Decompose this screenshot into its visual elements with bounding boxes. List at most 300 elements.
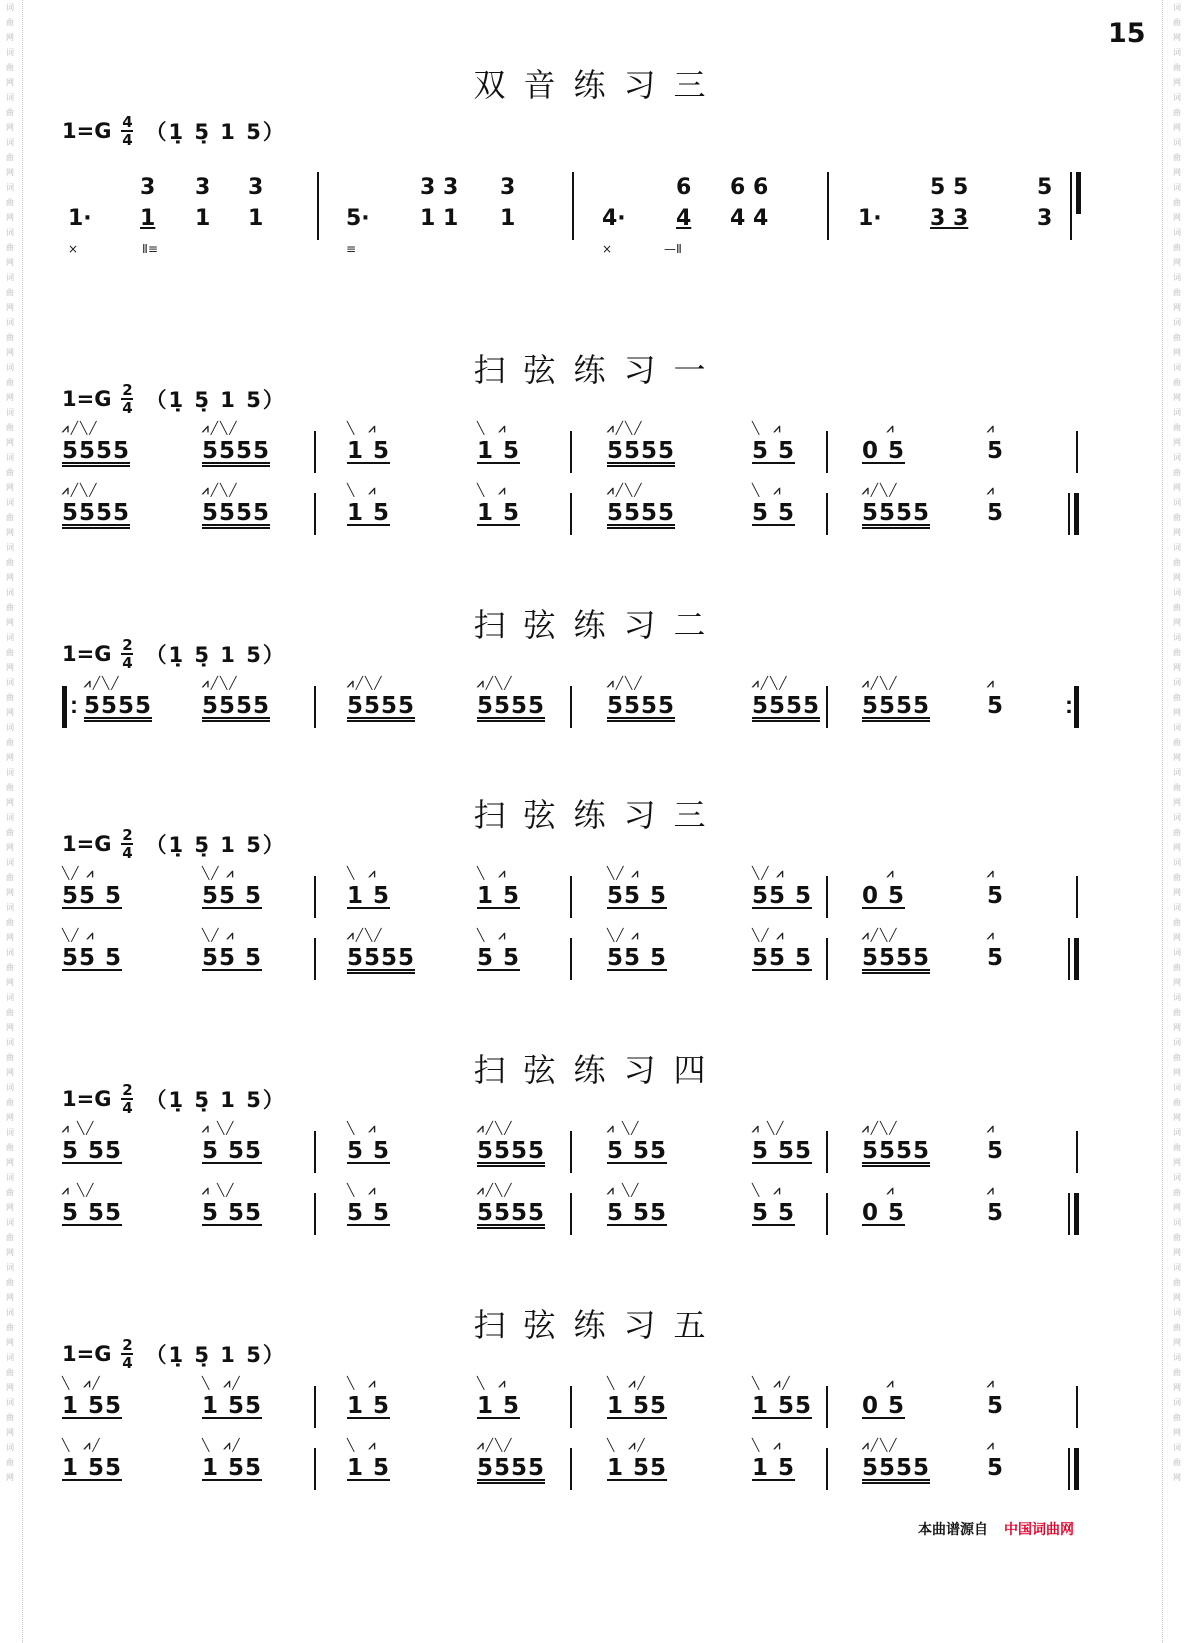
lower-note: 4 4 [730, 206, 769, 231]
staff-row [62, 1440, 1137, 1490]
watermark-char: 曲 [6, 1413, 14, 1422]
strum-mark: ⩘ ╲╱ [62, 1121, 96, 1135]
note-group: 55 5 [607, 883, 668, 909]
intro-notes: （1̣ 5̣ 1 5） [145, 120, 286, 144]
bar-line [314, 1386, 316, 1428]
watermark-char: 网 [1173, 303, 1181, 312]
strum-mark: ⩘ [987, 1438, 996, 1452]
watermark-char: 词 [1173, 723, 1181, 732]
note-group: 5555 [477, 1138, 546, 1164]
key-label: 1=G [62, 1342, 112, 1366]
watermark-char: 曲 [6, 243, 14, 252]
watermark-char: 词 [6, 948, 14, 957]
note-group: 5 5 [752, 438, 796, 464]
note-group: 1 55 [202, 1455, 263, 1481]
strum-mark: ╲╱ ⩘ [752, 928, 786, 942]
watermark-char: 曲 [6, 963, 14, 972]
watermark-char: 词 [1173, 318, 1181, 327]
lower-note: 3 [1037, 206, 1053, 231]
note-group: 55 5 [607, 945, 668, 971]
watermark-char: 曲 [1173, 783, 1181, 792]
strum-mark: ╲╱ ⩘ [202, 928, 236, 942]
watermark-char: 网 [6, 168, 14, 177]
upper-note: 3 3 [420, 175, 459, 200]
time-top: 2 [122, 826, 133, 844]
watermark-char: 曲 [1173, 1413, 1181, 1422]
strum-mark: ╲ ⩘ [347, 1183, 378, 1197]
strum-mark: ╲ ⩘ [477, 866, 508, 880]
watermark-char: 网 [1173, 258, 1181, 267]
fingering-mark: × [602, 242, 613, 256]
final-bar-line [1068, 938, 1080, 980]
watermark-char: 网 [6, 1473, 14, 1482]
strum-mark: ⩘ [987, 866, 996, 880]
watermark-char: 曲 [1173, 378, 1181, 387]
watermark-char: 网 [1173, 348, 1181, 357]
watermark-char: 曲 [6, 1053, 14, 1062]
strum-mark: ╲ ⩘ [477, 421, 508, 435]
bar-line [314, 431, 316, 473]
lower-note: 1 [500, 206, 516, 231]
strum-mark: ⩘ ╲╱ [202, 1183, 236, 1197]
strum-mark: ╲ ⩘ [347, 483, 378, 497]
watermark-char: 网 [6, 753, 14, 762]
bar-line [1076, 431, 1078, 473]
strum-mark: ⩘╱╲╱ [862, 1438, 899, 1452]
watermark-char: 词 [1173, 498, 1181, 507]
key-label: 1=G [62, 1087, 112, 1111]
note-group: 1 5 [477, 1393, 521, 1419]
bar-line [314, 686, 316, 728]
watermark-char: 网 [1173, 573, 1181, 582]
watermark-char: 曲 [6, 333, 14, 342]
strum-mark: ╲ ⩘╱ [607, 1438, 647, 1452]
watermark-char: 网 [1173, 213, 1181, 222]
watermark-char: 词 [6, 1038, 14, 1047]
bar-line [826, 493, 828, 535]
strum-mark: ╲ ⩘╱ [62, 1438, 102, 1452]
note-group: 5 5 [752, 500, 796, 526]
note-group: 5 [987, 438, 1005, 464]
note-group: 5 55 [202, 1200, 263, 1226]
strum-mark: ⩘ [862, 866, 896, 880]
watermark-char: 词 [6, 1218, 14, 1227]
watermark-char: 曲 [6, 693, 14, 702]
watermark-char: 词 [1173, 1398, 1181, 1407]
strum-mark: ╲╱ ⩘ [752, 866, 786, 880]
watermark-char: 曲 [1173, 243, 1181, 252]
watermark-char: 词 [1173, 768, 1181, 777]
watermark-char: 网 [1173, 78, 1181, 87]
watermark-char: 词 [1173, 1308, 1181, 1317]
strum-mark: ⩘╱╲╱ [62, 483, 99, 497]
watermark-char: 网 [6, 1068, 14, 1077]
watermark-char: 曲 [6, 63, 14, 72]
note-group: 5 55 [607, 1138, 668, 1164]
bar-line [314, 493, 316, 535]
watermark-char: 曲 [1173, 1278, 1181, 1287]
watermark-char: 网 [6, 528, 14, 537]
watermark-char: 词 [6, 408, 14, 417]
watermark-char: 网 [6, 1113, 14, 1122]
time-signature [121, 828, 133, 860]
watermark-char: 网 [6, 348, 14, 357]
key-signature [62, 383, 286, 415]
upper-note: 6 [676, 175, 692, 200]
watermark-char: 词 [6, 363, 14, 372]
note-group: 1 5 [347, 1393, 391, 1419]
watermark-char: 词 [6, 1263, 14, 1272]
watermark-char: 网 [6, 708, 14, 717]
watermark-char: 词 [1173, 1128, 1181, 1137]
strum-mark: ╲ ⩘ [347, 1376, 378, 1390]
watermark-char: 曲 [1173, 1008, 1181, 1017]
strum-mark: ⩘╱╲╱ [862, 483, 899, 497]
strum-mark: ⩘╱╲╱ [862, 928, 899, 942]
note-group: 1 55 [607, 1393, 668, 1419]
note-group: 1 5 [347, 438, 391, 464]
page-number: 15 [1108, 18, 1146, 49]
watermark-char: 网 [6, 1203, 14, 1212]
watermark-char: 曲 [1173, 198, 1181, 207]
watermark-char: 词 [6, 453, 14, 462]
watermark-char: 词 [1173, 903, 1181, 912]
bar-line [826, 686, 828, 728]
strum-mark: ╲╱ ⩘ [62, 866, 96, 880]
note-group: 1 55 [62, 1393, 123, 1419]
note-group: 55 5 [752, 945, 813, 971]
watermark-char: 网 [6, 258, 14, 267]
final-bar-line [1068, 493, 1080, 535]
watermark-char: 词 [1173, 1443, 1181, 1452]
watermark-char: 网 [6, 33, 14, 42]
intro-notes: （1̣ 5̣ 1 5） [145, 388, 286, 412]
watermark-char: 网 [6, 1248, 14, 1257]
strum-mark: ⩘ ╲╱ [607, 1183, 641, 1197]
watermark-char: 网 [6, 663, 14, 672]
strum-mark: ╲╱ ⩘ [607, 866, 641, 880]
watermark-char: 曲 [1173, 1323, 1181, 1332]
footer-source-label: 本曲谱源自 [918, 1522, 988, 1538]
watermark-char: 词 [1173, 543, 1181, 552]
strum-mark: ╲ ⩘╱ [752, 1376, 792, 1390]
watermark-char: 曲 [1173, 603, 1181, 612]
watermark-char: 网 [6, 1338, 14, 1347]
watermark-char: 网 [1173, 1248, 1181, 1257]
staff-row [62, 485, 1137, 535]
watermark-char: 曲 [6, 288, 14, 297]
bar-line [826, 1386, 828, 1428]
watermark-char: 曲 [1173, 1458, 1181, 1467]
watermark-char: 曲 [6, 918, 14, 927]
watermark-char: 网 [1173, 1158, 1181, 1167]
watermark-char: 曲 [6, 1278, 14, 1287]
strum-mark: ╲╱ ⩘ [607, 928, 641, 942]
watermark-char: 曲 [1173, 1368, 1181, 1377]
watermark-char: 曲 [6, 648, 14, 657]
note-group: 55 5 [202, 945, 263, 971]
fingering-mark: Ⅱ≡ [142, 242, 158, 256]
watermark-char: 词 [6, 768, 14, 777]
note-group: 55 5 [62, 883, 123, 909]
strum-mark: ⩘ ╲╱ [752, 1121, 786, 1135]
time-bottom: 4 [122, 1099, 133, 1117]
note-group: 5 55 [62, 1200, 123, 1226]
strum-mark: ⩘╱╲╱ [477, 676, 514, 690]
bar-line [314, 1131, 316, 1173]
watermark-char: 网 [1173, 123, 1181, 132]
watermark-char: 曲 [1173, 873, 1181, 882]
strum-mark: ⩘╱╲╱ [202, 676, 239, 690]
note-group: 5555 [607, 693, 676, 719]
watermark-char: 网 [1173, 528, 1181, 537]
note-group: 55 5 [202, 883, 263, 909]
watermark-char: 词 [6, 633, 14, 642]
watermark-char: 网 [6, 1428, 14, 1437]
note-group: 5555 [862, 945, 931, 971]
bar-line [570, 1131, 572, 1173]
watermark-char: 网 [1173, 33, 1181, 42]
strum-mark: ╲ ⩘ [347, 866, 378, 880]
watermark-char: 词 [6, 498, 14, 507]
section-title: 扫弦练习一 [473, 351, 724, 389]
watermark-char: 词 [1173, 408, 1181, 417]
watermark-char: 词 [1173, 813, 1181, 822]
watermark-char: 曲 [6, 603, 14, 612]
note-group: 5555 [347, 693, 416, 719]
note-group: 5555 [477, 693, 546, 719]
watermark-char: 词 [6, 1173, 14, 1182]
time-signature [121, 1338, 133, 1370]
note-group: 1 5 [752, 1455, 796, 1481]
staff-row [62, 1185, 1137, 1235]
strum-mark: ╲ ⩘ [477, 483, 508, 497]
watermark-char: 词 [6, 138, 14, 147]
bar-line [570, 876, 572, 918]
watermark-char: 曲 [1173, 1233, 1181, 1242]
upper-note: 3 [248, 175, 264, 200]
note-group: 1 5 [477, 883, 521, 909]
watermark-char: 词 [1173, 228, 1181, 237]
watermark-char: 词 [1173, 588, 1181, 597]
strum-mark: ╲ ⩘ [752, 483, 783, 497]
watermark-char: 曲 [6, 828, 14, 837]
time-signature [121, 115, 133, 147]
staff-row [62, 423, 1137, 473]
watermark-char: 词 [1173, 363, 1181, 372]
watermark-char: 网 [1173, 1203, 1181, 1212]
watermark-char: 词 [6, 1353, 14, 1362]
key-signature [62, 1338, 286, 1370]
watermark-char: 曲 [6, 513, 14, 522]
lower-note: 1· [858, 206, 882, 231]
note-group: 5555 [202, 500, 271, 526]
watermark-char: 词 [1173, 48, 1181, 57]
watermark-char: 网 [6, 303, 14, 312]
section-title: 双音练习三 [473, 66, 724, 104]
strum-mark: ⩘╱╲╱ [607, 421, 644, 435]
watermark-char: 曲 [6, 468, 14, 477]
time-signature [121, 383, 133, 415]
note-group: 5555 [347, 945, 416, 971]
bar-line [314, 1448, 316, 1490]
bar-line [570, 1448, 572, 1490]
watermark-char: 网 [1173, 438, 1181, 447]
note-group: 1 55 [607, 1455, 668, 1481]
staff-row [62, 1378, 1137, 1428]
strum-mark: ⩘ [987, 1376, 996, 1390]
key-label: 1=G [62, 832, 112, 856]
watermark-char: 词 [6, 1308, 14, 1317]
fingering-mark: × [68, 242, 79, 256]
note-group: 5555 [862, 1455, 931, 1481]
section-title: 扫弦练习三 [473, 796, 724, 834]
watermark-char: 曲 [6, 1233, 14, 1242]
watermark-char: 词 [1173, 273, 1181, 282]
watermark-char: 网 [1173, 708, 1181, 717]
watermark-char: 网 [6, 438, 14, 447]
strum-mark: ╲ ⩘ [752, 1438, 783, 1452]
intro-notes: （1̣ 5̣ 1 5） [145, 643, 286, 667]
watermark-char: 词 [6, 993, 14, 1002]
strum-mark: ⩘ ╲╱ [607, 1121, 641, 1135]
double-stop-row [62, 170, 1137, 260]
note-group: 5 55 [202, 1138, 263, 1164]
watermark-char: 曲 [1173, 153, 1181, 162]
time-top: 4 [122, 113, 133, 131]
note-group: 0 5 [862, 1393, 906, 1419]
watermark-char: 词 [1173, 1353, 1181, 1362]
note-group: 0 5 [862, 438, 906, 464]
intro-notes: （1̣ 5̣ 1 5） [145, 833, 286, 857]
bar-line [826, 1131, 828, 1173]
note-group: 5555 [62, 500, 131, 526]
watermark-char: 词 [6, 48, 14, 57]
fingering-mark: —Ⅱ [664, 242, 682, 256]
strum-mark: ⩘╱╲╱ [347, 928, 384, 942]
bar-line [314, 938, 316, 980]
watermark-char: 词 [6, 93, 14, 102]
watermark-char: 网 [6, 1383, 14, 1392]
note-group: 1 55 [62, 1455, 123, 1481]
watermark-char: 曲 [6, 1188, 14, 1197]
final-bar-line [1070, 172, 1082, 240]
watermark-char: 曲 [6, 1458, 14, 1467]
watermark-char: 网 [1173, 888, 1181, 897]
lower-note: 5· [346, 206, 370, 231]
watermark-char: 曲 [1173, 693, 1181, 702]
note-group: 1 55 [752, 1393, 813, 1419]
watermark-char: 词 [6, 318, 14, 327]
watermark-char: 网 [1173, 978, 1181, 987]
watermark-char: 曲 [6, 153, 14, 162]
watermark-char: 网 [1173, 393, 1181, 402]
time-signature [121, 1083, 133, 1115]
note-group: 5 [987, 945, 1005, 971]
note-group: 5555 [607, 500, 676, 526]
repeat-end-sign [1065, 686, 1079, 728]
watermark-char: 网 [6, 843, 14, 852]
upper-note: 3 [195, 175, 211, 200]
note-group: 5 [987, 693, 1005, 719]
watermark-char: 词 [6, 3, 14, 12]
upper-note: 5 [1037, 175, 1053, 200]
key-signature [62, 828, 286, 860]
watermark-char: 词 [6, 1443, 14, 1452]
strum-mark: ⩘ ╲╱ [62, 1183, 96, 1197]
strum-mark: ╲ ⩘ [347, 1121, 378, 1135]
watermark-char: 网 [1173, 1068, 1181, 1077]
watermark-char: 网 [6, 483, 14, 492]
watermark-char: 曲 [1173, 513, 1181, 522]
note-group: 5 [987, 1393, 1005, 1419]
watermark-char: 曲 [6, 1008, 14, 1017]
upper-note: 5 5 [930, 175, 969, 200]
watermark-char: 网 [1173, 1023, 1181, 1032]
watermark-char: 词 [6, 1398, 14, 1407]
upper-note: 3 [500, 175, 516, 200]
bar-line [570, 431, 572, 473]
watermark-char: 网 [1173, 1383, 1181, 1392]
strum-mark: ⩘ [862, 1183, 896, 1197]
intro-notes: （1̣ 5̣ 1 5） [145, 1088, 286, 1112]
bar-line [570, 938, 572, 980]
strum-mark: ⩘╱╲╱ [862, 1121, 899, 1135]
watermark-char: 网 [6, 933, 14, 942]
note-group: 5 55 [752, 1138, 813, 1164]
watermark-char: 网 [1173, 798, 1181, 807]
watermark-char: 曲 [1173, 333, 1181, 342]
bar-line [572, 172, 574, 240]
note-group: 5555 [477, 1455, 546, 1481]
bar-line [826, 876, 828, 918]
note-group: 5555 [862, 693, 931, 719]
time-top: 2 [122, 381, 133, 399]
staff-row [62, 868, 1137, 918]
strum-mark: ⩘╱╲╱ [477, 1121, 514, 1135]
watermark-char: 曲 [1173, 63, 1181, 72]
watermark-char: 词 [1173, 1083, 1181, 1092]
strum-mark: ⩘ ╲╱ [202, 1121, 236, 1135]
note-group: 5555 [62, 438, 131, 464]
bar-line [827, 172, 829, 240]
watermark-char: 网 [1173, 168, 1181, 177]
watermark-char: 词 [1173, 678, 1181, 687]
strum-mark: ╲ ⩘╱ [202, 1376, 242, 1390]
watermark-char: 词 [6, 183, 14, 192]
note-group: 5 55 [607, 1200, 668, 1226]
watermark-char: 曲 [6, 558, 14, 567]
note-group: 5 5 [477, 945, 521, 971]
watermark-char: 词 [1173, 993, 1181, 1002]
watermark-char: 曲 [6, 108, 14, 117]
note-group: 1 5 [347, 1455, 391, 1481]
bar-line [570, 493, 572, 535]
note-group: 1 55 [202, 1393, 263, 1419]
watermark-char: 词 [6, 858, 14, 867]
watermark-char: 曲 [1173, 1188, 1181, 1197]
key-signature [62, 1083, 286, 1115]
key-signature [62, 115, 286, 147]
watermark-char: 曲 [1173, 18, 1181, 27]
strum-mark: ⩘ [987, 1121, 996, 1135]
intro-notes: （1̣ 5̣ 1 5） [145, 1343, 286, 1367]
time-bottom: 4 [122, 844, 133, 862]
watermark-char: 曲 [1173, 558, 1181, 567]
lower-note: 4· [602, 206, 626, 231]
watermark-char: 网 [6, 123, 14, 132]
watermark-char: 网 [6, 1023, 14, 1032]
